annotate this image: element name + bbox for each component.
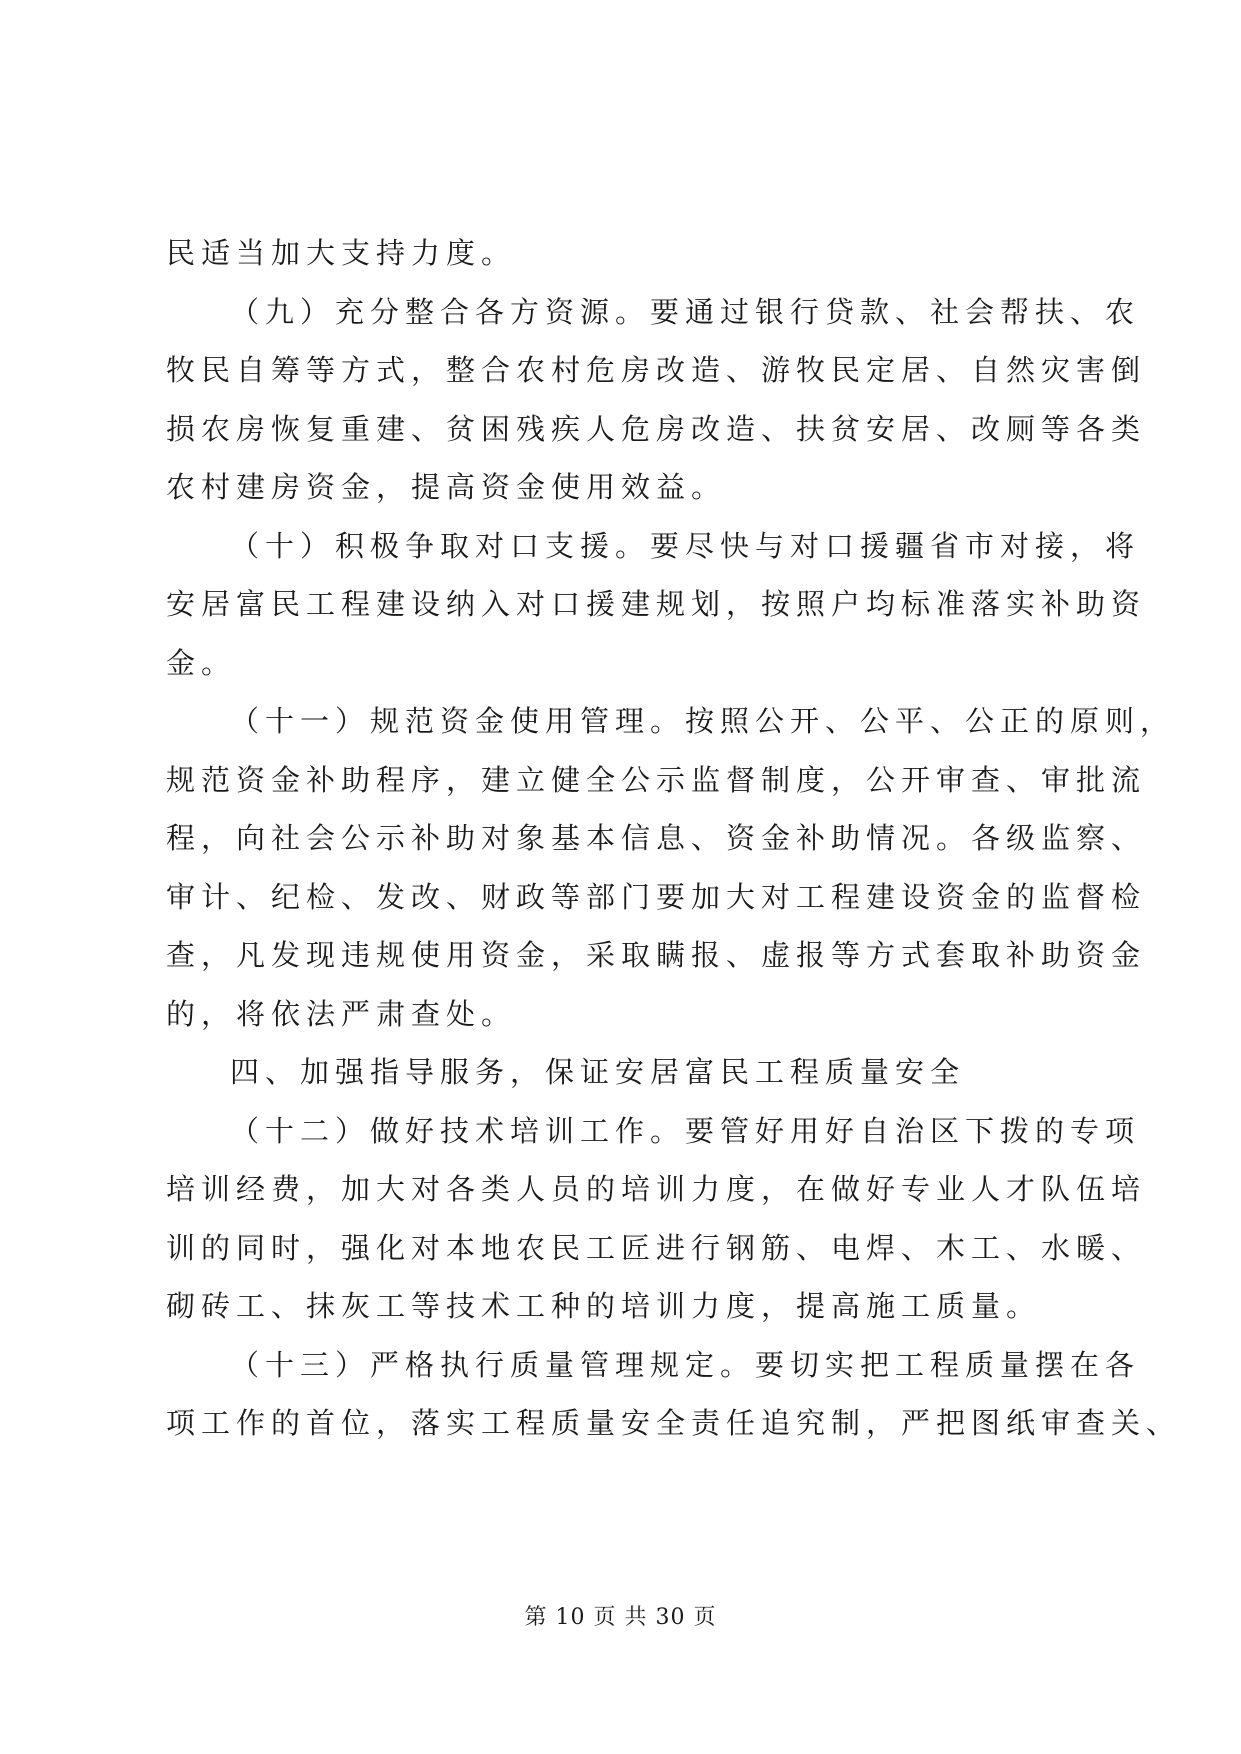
text-line: （十三）严格执行质量管理规定。要切实把工程质量摆在各	[230, 1347, 1141, 1382]
text-line: （九）充分整合各方资源。要通过银行贷款、社会帮扶、农	[230, 294, 1141, 329]
section-heading: 四、加强指导服务，保证安居富民工程质量安全	[230, 1055, 966, 1089]
text-line: 培训经费，加大对各类人员的培训力度，在做好专业人才队伍培	[166, 1172, 1147, 1206]
text-line: （十）积极争取对口支援。要尽快与对口援疆省市对接，将	[230, 528, 1141, 563]
text-line: 训的同时，强化对本地农民工匠进行钢筋、电焊、木工、水暖、	[166, 1230, 1147, 1265]
text-line: 农村建房资金，提高资金使用效益。	[166, 470, 727, 504]
text-line: 项工作的首位，落实工程质量安全责任追究制，严把图纸审查关、	[166, 1406, 1182, 1440]
text-line: 砌砖工、抹灰工等技术工种的培训力度，提高施工质量。	[166, 1289, 1042, 1323]
text-line: 安居富民工程建设纳入对口援建规划，按照户均标准落实补助资	[166, 587, 1147, 621]
text-line: 规范资金补助程序，建立健全公示监督制度，公开审查、审批流	[166, 762, 1147, 797]
document-body	[166, 224, 1182, 1453]
text-line: （十一）规范资金使用管理。按照公开、公平、公正的原则，	[230, 704, 1176, 738]
text-line: 程，向社会公示补助对象基本信息、资金补助情况。各级监察、	[166, 821, 1147, 855]
text-line: 损农房恢复重建、贫困残疾人危房改造、扶贫安居、改厕等各类	[166, 411, 1147, 446]
text-line: （十二）做好技术培训工作。要管好用好自治区下拨的专项	[230, 1113, 1141, 1148]
text-line: 审计、纪检、发改、财政等部门要加大对工程建设资金的监督检	[166, 879, 1147, 914]
text-line: 查，凡发现违规使用资金，采取瞒报、虚报等方式套取补助资金	[166, 938, 1147, 972]
page-number-footer: 第 10 页 共 30 页	[524, 1605, 717, 1630]
text-line: 金。	[166, 645, 237, 680]
text-line: 民适当加大支持力度。	[166, 236, 517, 270]
text-line: 的，将依法严肃查处。	[166, 996, 517, 1031]
text-line: 牧民自筹等方式，整合农村危房改造、游牧民定居、自然灾害倒	[166, 353, 1147, 387]
